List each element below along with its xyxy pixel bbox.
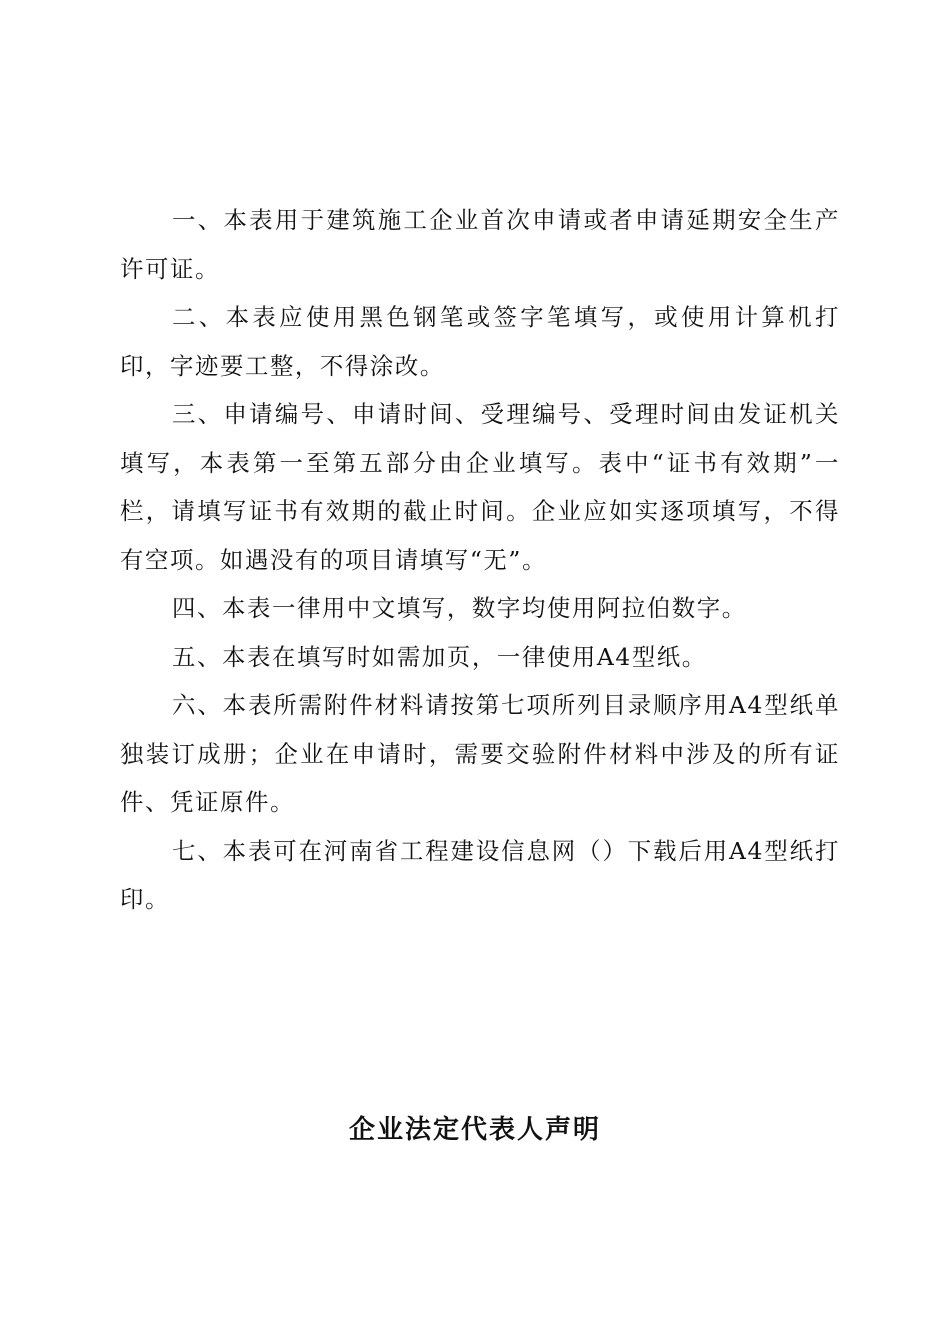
instruction-item-1: 一、本表用于建筑施工企业首次申请或者申请延期安全生产许可证。 (120, 206, 840, 283)
instruction-item-7: 七、本表可在河南省工程建设信息网（）下载后用A4型纸打印。 (120, 836, 840, 913)
instruction-item-4: 四、本表一律用中文填写，数字均使用阿拉伯数字。 (172, 594, 747, 622)
instruction-item-6: 六、本表所需附件材料请按第七项所列目录顺序用A4型纸单独装订成册；企业在申请时，需要交验附件材料中涉及的所有证件、凭证原件。 (120, 691, 840, 816)
instruction-item-5: 五、本表在填写时如需加页，一律使用A4型纸。 (172, 642, 707, 671)
declaration-title: 企业法定代表人声明 (348, 1115, 601, 1145)
instruction-item-3: 三、申请编号、申请时间、受理编号、受理时间由发证机关填写，本表第一至第五部分由企业填写。表中“证书有效期”一栏，请填写证书有效期的截止时间。企业应如实逐项填写，不得有空项。如遇没有的项目请填写“无”。 (120, 400, 840, 574)
instruction-item-2: 二、本表应使用黑色钢笔或签字笔填写，或使用计算机打印，字迹要工整，不得涂改。 (120, 303, 840, 380)
instructions-section (120, 196, 840, 924)
